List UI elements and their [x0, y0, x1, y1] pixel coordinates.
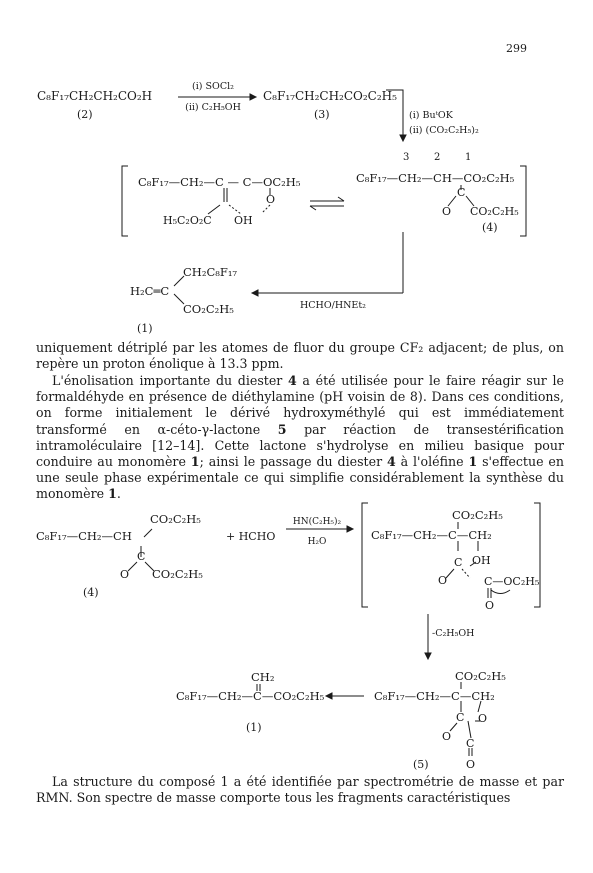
lactone-o2: O	[466, 758, 476, 771]
lactone-o1: O	[442, 730, 452, 743]
inter-oh: OH	[472, 554, 491, 567]
paragraph-1-text: uniquement détriplé par les atomes de fluor du groupe CF₂ adjacent; de plus, on repère un proton énolique à 13.3 ppm.	[36, 340, 564, 372]
inter-ester-group: C—OC₂H₅	[484, 575, 540, 588]
step2-reagent-b: (ii) (CO₂C₂H₅)₂	[409, 125, 479, 136]
keto-ester: CO₂C₂H₅	[470, 205, 519, 218]
diester-c: C	[137, 550, 146, 563]
arrow-step6-head	[326, 693, 332, 699]
step3-reagent: HCHO/HNEt₂	[300, 300, 366, 311]
label-5: (5)	[413, 758, 429, 771]
page-number: 299	[506, 42, 527, 55]
monomer-top: CH₂C₈F₁₇	[183, 265, 238, 279]
monomer-ester: CO₂C₂H₅	[183, 302, 234, 316]
inter-chain: C₈F₁₇—CH₂—C—CH₂	[371, 528, 492, 542]
inter-o2: O	[485, 599, 495, 612]
diester-o: O	[120, 568, 130, 581]
lactone-chain: C₈F₁₇—CH₂—C—CH₂	[374, 689, 495, 703]
paragraph-2	[36, 373, 564, 503]
arrow-step4-head	[347, 526, 353, 532]
ester-3: C₈F₁₇CH₂CH₂CO₂C₂H₅	[263, 89, 397, 103]
enol-carbonyl-o: O	[266, 193, 276, 206]
paragraph-3-text: La structure du composé 1 a été identifiée par spectrométrie de masse et par RMN. Son spectre de masse comporte tous les fragments caractéristiques	[36, 774, 564, 806]
bracket-left-2	[362, 503, 368, 607]
inter-o: O	[438, 574, 448, 587]
keto-carbon: C	[457, 186, 466, 199]
arrow-step5-head	[425, 653, 431, 659]
elimination: -C₂H₅OH	[432, 628, 475, 639]
inter-ester: CO₂C₂H₅	[452, 508, 503, 522]
lactone-ester: CO₂C₂H₅	[455, 669, 506, 683]
step1-reagent-b: (ii) C₂H₅OH	[185, 102, 241, 113]
paragraph-1	[36, 340, 564, 372]
label-4: (4)	[482, 221, 498, 234]
label-1: (1)	[137, 322, 153, 335]
lactone-c2: C	[466, 737, 475, 750]
label-2: (2)	[77, 108, 93, 121]
bracket-left	[122, 166, 128, 236]
step1-reagent-a: (i) SOCl₂	[192, 81, 234, 92]
arrow-step1-head	[250, 94, 256, 100]
step4-reagent-a: HN(C₂H₅)₂	[292, 517, 342, 527]
diester-top: CO₂C₂H₅	[150, 512, 201, 526]
paragraph-3	[36, 774, 564, 806]
bracket-right	[520, 166, 526, 236]
arrow-step3-head	[252, 290, 258, 296]
label-1b: (1)	[246, 721, 262, 734]
enol-form: C₈F₁₇—CH₂—C — C—OC₂H₅	[138, 175, 301, 189]
enol-hydroxyl: OH	[234, 214, 253, 227]
product-chain: C₈F₁₇—CH₂—C—CO₂C₂H₅	[176, 689, 325, 703]
enol-substituent: H₅C₂O₂C	[163, 214, 212, 227]
product-ch2: CH₂	[251, 670, 275, 684]
position-1: 1	[465, 152, 472, 163]
bracket-right-2	[534, 503, 540, 607]
position-3: 3	[403, 152, 410, 163]
diester-ester: CO₂C₂H₅	[152, 567, 203, 581]
step2-reagent-a: (i) BuᵗOK	[409, 110, 453, 121]
lactone-ring-o: O	[478, 712, 488, 725]
label-4b: (4)	[83, 586, 99, 599]
formaldehyde: + HCHO	[226, 530, 276, 543]
keto-oxygen: O	[442, 205, 452, 218]
arrow-step2-head	[400, 135, 406, 141]
label-3: (3)	[314, 108, 330, 121]
position-2: 2	[434, 152, 441, 163]
inter-c: C	[454, 556, 463, 569]
keto-form: C₈F₁₇—CH₂—CH—CO₂C₂H₅	[356, 171, 515, 185]
lactone-c1: C	[456, 711, 465, 724]
step4-reagent-b: H₂O	[307, 537, 327, 547]
acid-2: C₈F₁₇CH₂CH₂CO₂H	[37, 89, 153, 103]
diester-chain: C₈F₁₇—CH₂—CH	[36, 529, 132, 543]
monomer-alkene: H₂C═C	[130, 284, 170, 298]
paragraph-2-text: L'énolisation importante du diester 4 a été utilisée pour le faire réagir sur le formaldéhyde en présence de diéthylamine (pH voisin de 8). Dans ces conditions, on forme initialement le dérivé hydroxyméthylé qui est immédiatement transformé en α-céto-γ-lactone 5 par réaction de transestérification intramoléculaire [12–14]. Cette lactone s'hydrolyse en milieu basique pour conduire au monomère 1; ainsi le passage du diester 4 à l'oléfine 1 s'effectue en une seule phase expérimentale ce qui simplifie considérablement la synthèse du monomère 1.	[36, 373, 565, 502]
